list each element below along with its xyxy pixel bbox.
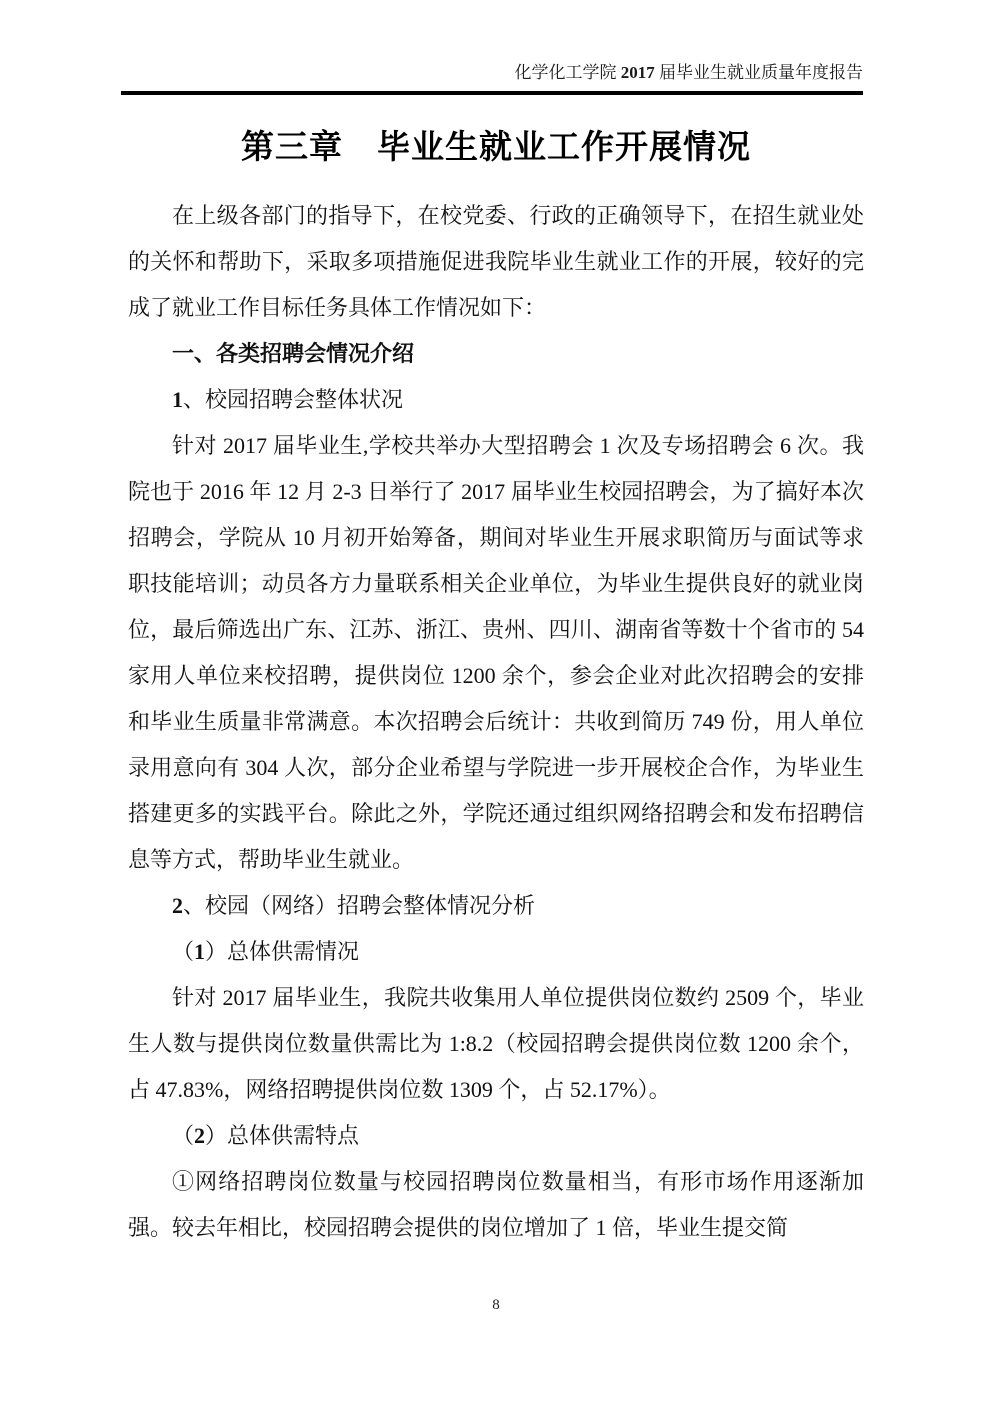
- features-paragraph: ①网络招聘岗位数量与校园招聘岗位数量相当，有形市场作用逐渐加强。较去年相比，校园招聘会提供的岗位增加了 1 倍，毕业生提交简: [128, 1169, 864, 1240]
- item-2-paren-open: （: [172, 1123, 195, 1148]
- item-1-number: 1: [194, 939, 206, 964]
- subsection-1-label: 、校园招聘会整体状况: [183, 387, 404, 412]
- header-year: 2017: [620, 63, 655, 82]
- item-2-number: 2: [194, 1123, 206, 1148]
- section-1-heading: 一、各类招聘会情况介绍: [172, 341, 415, 366]
- item-2-heading: [128, 1113, 864, 1159]
- item-1-heading: [128, 929, 864, 975]
- subsection-2-number: 2: [172, 893, 183, 918]
- intro-paragraph: 在上级各部门的指导下，在校党委、行政的正确领导下，在招生就业处的关怀和帮助下，采取多项措施促进我院毕业生就业工作的开展，较好的完成了就业工作目标任务具体工作情况如下：: [128, 203, 864, 320]
- header-text-prefix: 化学化工学院: [514, 63, 621, 82]
- header-text-suffix: 届毕业生就业质量年度报告: [654, 63, 863, 82]
- item-1-label: ）总体供需情况: [205, 939, 360, 964]
- chapter-title: 第三章 毕业生就业工作开展情况: [241, 128, 751, 165]
- item-1-paren-open: （: [172, 939, 195, 964]
- subsection-1-number: 1: [172, 387, 183, 412]
- supply-demand-paragraph: 针对 2017 届毕业生，我院共收集用人单位提供岗位数约 2509 个，毕业生人数与提供岗位数量供需比为 1:8.2（校园招聘会提供岗位数 1200 余个，占 47.83%，网络招聘提供岗位数 1309 个，占 52.17%）。: [128, 985, 864, 1102]
- page-number: 8: [492, 1297, 500, 1313]
- subsection-1-heading: [128, 377, 864, 423]
- running-header: [121, 62, 863, 95]
- campus-fair-paragraph: 针对 2017 届毕业生,学校共举办大型招聘会 1 次及专场招聘会 6 次。我院也于 2016 年 12 月 2-3 日举行了 2017 届毕业生校园招聘会，为了搞好本次招聘会，学院从 10 月初开始筹备，期间对毕业生开展求职简历与面试等求职技能培训；动员各方力量联系相关企业单位，为毕业生提供良好的就业岗位，最后筛选出广东、江苏、浙江、贵州、四川、湖南省等数十个省市的 54 家用人单位来校招聘，提供岗位 1200 余个，参会企业对此次招聘会的安排和毕业生质量非常满意。本次招聘会后统计：共收到简历 749 份，用人单位录用意向有 304 人次，部分企业希望与学院进一步开展校企合作，为毕业生搭建更多的实践平台。除此之外，学院还通过组织网络招聘会和发布招聘信息等方式，帮助毕业生就业。: [128, 433, 864, 872]
- document-body: [128, 193, 864, 1251]
- subsection-2-heading: [128, 883, 864, 929]
- item-2-label: ）总体供需特点: [205, 1123, 360, 1148]
- subsection-2-label: 、校园（网络）招聘会整体情况分析: [183, 893, 536, 918]
